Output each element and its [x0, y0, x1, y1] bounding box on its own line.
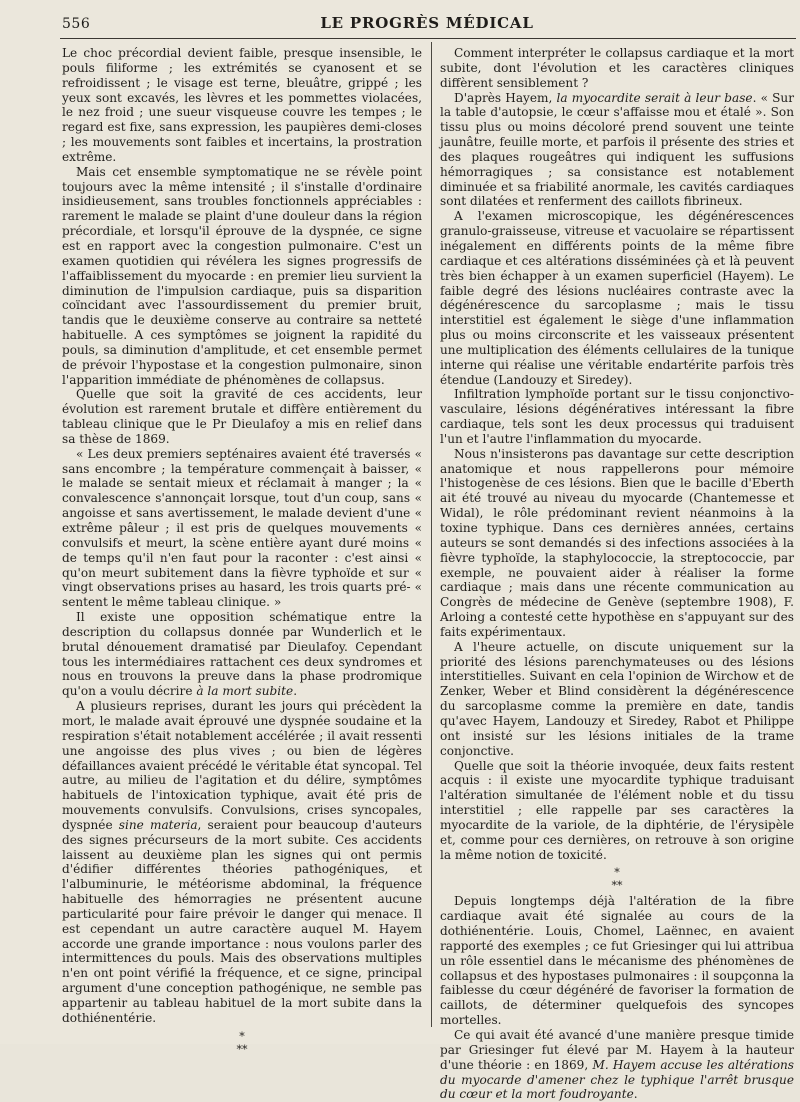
ornament-bottom: **: [611, 879, 623, 893]
paragraph: Depuis longtemps déjà l'altération de la fibre cardiaque avait été signalée au cours de la dothiénentérie. Louis, Chomel, Laënnec, en avaient rapporté des exemples ; ce fut Griesinger qui lui attribua un rôle essentiel dans le mécanisme des phénomènes de collapsus et des hypostases pulmonaires : il soupçonna la faiblesse du cœur dégénéré de favoriser la formation de caillots, de déterminer quelquefois des syncopes mortelles.: [440, 894, 794, 1028]
left-column: [62, 46, 422, 1058]
paragraph: Nous n'insisterons pas davantage sur cette description anatomique et nous rappellerons pour mémoire l'histogenèse de ces lésions. Bien que le bacille d'Eberth ait été trouvé au niveau du myocarde (Chantemesse et Widal), le rôle prédominant revient néanmoins à la toxine typhique. Dans ces dernières années, certains auteurs se sont demandés si des infections associées à la fièvre typhoïde, la staphylococcie, la streptococcie, par exemple, ne pouvaient aider à réaliser la forme cardiaque ; mais dans une récente communication au Congrès de médecine de Genève (septembre 1908), F. Arloing a contesté cette hypothèse en s'appuyant sur des faits expérimentaux.: [440, 446, 794, 639]
ornament-top: *: [239, 1029, 245, 1043]
text-run: A plusieurs reprises, durant les jours qui précèdent la mort, le malade avait éprouvé une dyspnée soudaine et la respiration s'était notablement accélérée ; il avait ressenti une angoisse des plus vives ; ou bien de légères défaillances avaient précédé le véritable état syncopal. Tel autre, au milieu de l'agitation et du délire, symptômes habituels de l'intoxication typhique, avait été pris de mouvements convulsifs. Convulsions, crises syncopales, dyspnée: [62, 699, 422, 832]
header-rule: [60, 38, 796, 39]
paragraph: Quelle que soit la gravité de ces accidents, leur évolution est rarement brutale et diffère entièrement du tableau clinique que le Pr Dieulafoy a mis en relief dans sa thèse de 1869.: [62, 387, 422, 446]
paragraph: [62, 610, 422, 699]
paragraph: A l'heure actuelle, on discute uniquement sur la priorité des lésions parenchymateuses ou des lésions interstitielles. Suivant en cela l'opinion de Wirchow et de Zenker, Weber et Blind considèrent la dégénérescence du sarcoplasme comme la première en date, tandis qu'avec Hayem, Landouzy et Siredey, Rabot et Philippe ont insisté sur les lésions initiales de la trame conjonctive.: [440, 639, 794, 758]
text-run: Ce qui avait été avancé d'une manière presque timide par Griesinger fut élevé par M. Hayem à la hauteur d'une théorie : en 1869,: [440, 1028, 794, 1072]
text-run: .: [293, 684, 298, 699]
ornament-top: *: [614, 866, 620, 880]
running-title: LE PROGRÈS MÉDICAL: [320, 14, 534, 32]
text-run: . « Sur la table d'autopsie, le cœur s'affaisse mou et étalé ». Son tissu plus ou moins décoloré prend souvent une teinte jaunâtre, feuille morte, et parfois il présente des stries et des plaques rougeâtres qui indiquent les suffusions hémorragiques ; sa consistance est notablement diminuée et sa friabilité anormale, les cavités cardiaques sont dilatées et renferment des caillots fibrineux.: [440, 90, 794, 209]
paragraph: Comment interpréter le collapsus cardiaque et la mort subite, dont l'évolution et les caractères cliniques diffèrent sensiblement ?: [440, 46, 794, 90]
text-run: , seraient pour beaucoup d'auteurs des signes précurseurs de la mort subite. Ces accidents laissent au deuxième plan les signes qui ont permis d'édifier différentes théories pathogéniques, et l'albuminurie, le météorisme abdominal, la fréquence habituelle des hémorragies ne présentent aucune particularité pour faire prévoir le danger qui menace. Il est cependant un autre caractère auquel M. Hayem accorde une grande importance : nous voulons parler des intermittences du pouls. Mais des observations multiples n'en ont point vérifié la fréquence, et ce signe, principal argument d'une conception pathogénique, ne semble pas appartenir au tableau habituel de la mort subite dans la dothiénentérie.: [62, 817, 423, 1025]
page-number: 556: [62, 16, 91, 32]
paragraph: Mais cet ensemble symptomatique ne se révèle point toujours avec la même intensité ; il s'installe d'ordinaire insidieusement, sans troubles fonctionnels appréciables : rarement le malade se plaint d'une douleur dans la région précordiale, et lorsqu'il éprouve de la dyspnée, ce signe est en rapport avec la congestion pulmonaire. C'est un examen quotidien qui révélera les signes progressifs de l'affaiblissement du myocarde : en premier lieu survient la diminution de l'impulsion cardiaque, puis sa disparition coïncidant avec l'assourdissement du premier bruit, tandis que le deuxième conserve au contraire sa netteté habituelle. A ces symptômes se joignent la rapidité du pouls, sa diminution d'amplitude, et cet ensemble permet de prévoir l'hypostase et la congestion pulmonaire, sinon l'apparition immédiate de phénomènes de collapsus.: [62, 164, 422, 387]
text-run: D'après Hayem,: [454, 90, 557, 105]
paragraph: Quelle que soit la théorie invoquée, deux faits restent acquis : il existe une myocardite typhique traduisant l'altération simultanée de l'élément noble et du tissu interstitiel ; elle rappelle par ses caractères la myocardite de la variole, de la diphtérie, de l'érysipèle et, comme pour ces dernières, on retrouve à son origine la même notion de toxicité.: [440, 758, 794, 862]
quotation-paragraph: « Les deux premiers septénaires avaient été traversés « sans encombre ; la température commençait à baisser, « le malade se sentait mieux et réclamait à manger ; la « convalescence s'annonçait lorsque, tout d'un coup, sans « angoisse et sans avertissement, le malade devient d'une « extrême pâleur ; il est pris de quelques mouvements « convulsifs et meurt, la scène entière ayant duré moins « de temps qu'il n'en faut pour la raconter : c'est ainsi « qu'on meurt subitement dans la fièvre typhoïde et sur « vingt observations prises au hasard, les trois quarts pré- « sentent le même tableau clinique. »: [62, 446, 422, 610]
paragraph: A l'examen microscopique, les dégénérescences granulo-graisseuse, vitreuse et vacuolaire se répartissent inégalement en différents points de la même fibre cardiaque et ces altérations disséminées çà et là peuvent très bien échapper à un examen superficiel (Hayem). Le faible degré des lésions nucléaires contraste avec la dégénérescence du sarcoplasme ; mais le tissu interstitiel est également le siège d'une inflammation plus ou moins circonscrite et les vaisseaux présentent une multiplication des éléments cellulaires de la tunique interne qui réalise une véritable endartérite parfois très étendue (Landouzy et Siredey).: [440, 209, 794, 387]
section-ornament: [62, 1030, 422, 1056]
ornament-bottom: **: [236, 1042, 248, 1056]
paragraph: Le choc précordial devient faible, presque insensible, le pouls filiforme ; les extrémités se cyanosent et se refroidissent ; le visage est terne, bleuâtre, grippé ; les yeux sont excavés, les lèvres et les pommettes violacées, le nez froid ; une sueur visqueuse couvre les tempes ; le regard est fixe, sans expression, les paupières demi-closes ; les mouvements sont faibles et incertains, la prostration extrême.: [62, 46, 422, 164]
right-column: [440, 46, 794, 1102]
section-ornament: [440, 866, 794, 892]
text-run: .: [633, 1087, 638, 1102]
paragraph: Infiltration lymphoïde portant sur le tissu conjonctivo-vasculaire, lésions dégénératives intéressant la fibre cardiaque, tels sont les deux processus qui traduisent l'un et l'autre l'inflammation du myocarde.: [440, 387, 794, 446]
paragraph: [440, 91, 794, 210]
italic-text: M. Hayem accuse les altérations du myocarde d'amener chez le typhique l'arrêt brusque du cœur et la mort foudroyante: [440, 1057, 794, 1102]
paragraph: [440, 1028, 794, 1102]
paragraph: [62, 699, 422, 1026]
page-header: [62, 12, 792, 36]
italic-text: sine materia: [118, 817, 198, 832]
column-divider: [431, 42, 432, 1027]
italic-text: à la mort subite: [196, 684, 294, 699]
italic-text: la myocardite serait à leur base: [556, 90, 753, 105]
text-run: Il existe une opposition schématique entre la description du collapsus donnée par Wunderlich et le brutal dénouement dramatisé par Dieulafoy. Cependant tous les intermédiaires rattachent ces deux syndromes et nous en trouvons la preuve dans la phase prodromique qu'on a voulu décrire: [62, 610, 422, 699]
